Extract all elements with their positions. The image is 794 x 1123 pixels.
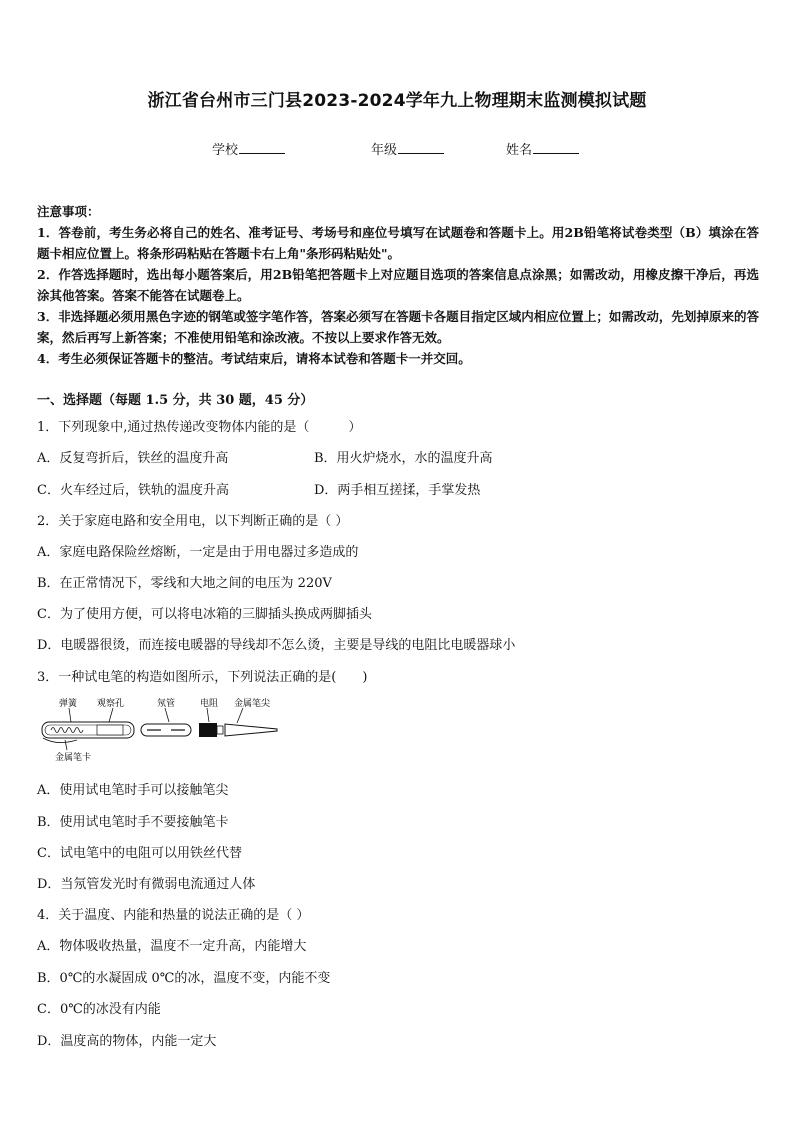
label-clip: 金属笔卡 <box>55 753 92 763</box>
label-window: 观察孔 <box>97 699 125 709</box>
notice-item-4: 4．考生必须保证答题卡的整洁。考试结束后，请将本试卷和答题卡一并交回。 <box>37 351 471 366</box>
grade-blank <box>398 139 444 154</box>
q3-option-c: C．试电笔中的电阻可以用铁丝代替 <box>37 846 242 861</box>
page-title: 浙江省台州市三门县2023-2024学年九上物理期末监测模拟试题 <box>147 91 647 111</box>
leader-tip <box>237 708 243 723</box>
observation-window <box>97 725 123 735</box>
q1-stem: 1．下列现象中,通过热传递改变物体内能的是（ ） <box>37 420 362 435</box>
leader-clip <box>65 740 67 750</box>
q2-option-a: A．家庭电路保险丝熔断，一定是由于用电器过多造成的 <box>37 545 359 560</box>
q4-option-d: D．温度高的物体，内能一定大 <box>37 1034 217 1049</box>
q1-option-b: B．用火炉烧水，水的温度升高 <box>314 451 493 466</box>
label-neon: 氖管 <box>157 699 176 709</box>
school-blank <box>239 139 285 154</box>
resistor <box>199 723 217 737</box>
notice-title: 注意事项： <box>37 204 100 219</box>
q3-option-a: A．使用试电笔时手可以接触笔尖 <box>37 783 229 798</box>
leader-spring <box>69 708 71 722</box>
label-resistor: 电阻 <box>200 699 219 709</box>
school-field <box>212 139 285 158</box>
q2-option-b: B．在正常情况下，零线和大地之间的电压为 220V <box>37 576 332 591</box>
grade-field <box>371 139 444 158</box>
label-tip: 金属笔尖 <box>234 699 271 709</box>
grade-label: 年级 <box>371 143 398 158</box>
school-label: 学校 <box>212 143 239 158</box>
notice-item-1: 1．答卷前，考生务必将自己的姓名、准考证号、考场号和座位号填写在试题卷和答题卡上。用2B铅笔将试卷类型（B）填涂在答题卡相应位置上。将条形码粘贴在答题卡右上角"条形码粘贴处"。 <box>37 225 759 261</box>
section-heading: 一、选择题（每题 1.5 分，共 30 题，45 分） <box>37 393 314 408</box>
label-spring: 弹簧 <box>59 699 78 709</box>
leader-neon <box>165 708 169 722</box>
q2-option-c: C．为了使用方便，可以将电冰箱的三脚插头换成两脚插头 <box>37 607 372 622</box>
q3-option-b: B．使用试电笔时手不要接触笔卡 <box>37 815 229 830</box>
q4-option-b: B．0℃的水凝固成 0℃的冰，温度不变，内能不变 <box>37 971 331 986</box>
leader-resistor <box>207 708 209 722</box>
test-pen-svg <box>37 694 287 764</box>
q1-option-a: A．反复弯折后，铁丝的温度升高 <box>37 451 229 466</box>
name-field <box>506 139 579 158</box>
q1-option-d: D．两手相互搓揉，手掌发热 <box>314 483 481 498</box>
leader-window <box>109 708 113 722</box>
q3-stem: 3．一种试电笔的构造如图所示，下列说法正确的是( ) <box>37 670 368 685</box>
q4-stem: 4．关于温度、内能和热量的说法正确的是（ ） <box>37 908 310 923</box>
q4-option-a: A．物体吸收热量，温度不一定升高，内能增大 <box>37 939 307 954</box>
notice-block <box>37 201 759 369</box>
metal-tip <box>225 724 277 736</box>
test-pen-diagram <box>37 694 287 764</box>
student-info-row <box>0 139 794 161</box>
notice-item-2: 2．作答选择题时，选出每小题答案后，用2B铅笔把答题卡上对应题目选项的答案信息点涂黑；如需改动，用橡皮擦干净后，再选涂其他答案。答案不能答在试题卷上。 <box>37 267 759 303</box>
q4-option-c: C．0℃的冰没有内能 <box>37 1002 161 1017</box>
q2-option-d: D．电暖器很烫，而连接电暖器的导线却不怎么烫，主要是导线的电阻比电暖器球小 <box>37 638 516 653</box>
resistor-cap <box>217 726 223 734</box>
q2-stem: 2．关于家庭电路和安全用电，以下判断正确的是（ ） <box>37 514 349 529</box>
name-blank <box>533 139 579 154</box>
pen-clip <box>43 738 77 743</box>
q3-option-d: D．当氖管发光时有微弱电流通过人体 <box>37 877 256 892</box>
q1-option-c: C．火车经过后，铁轨的温度升高 <box>37 483 229 498</box>
name-label: 姓名 <box>506 143 533 158</box>
notice-item-3: 3．非选择题必须用黑色字迹的钢笔或签字笔作答，答案必须写在答题卡各题目指定区域内相应位置上；如需改动，先划掉原来的答案，然后再写上新答案；不准使用铅笔和涂改液。不按以上要求作答无效。 <box>37 309 759 345</box>
